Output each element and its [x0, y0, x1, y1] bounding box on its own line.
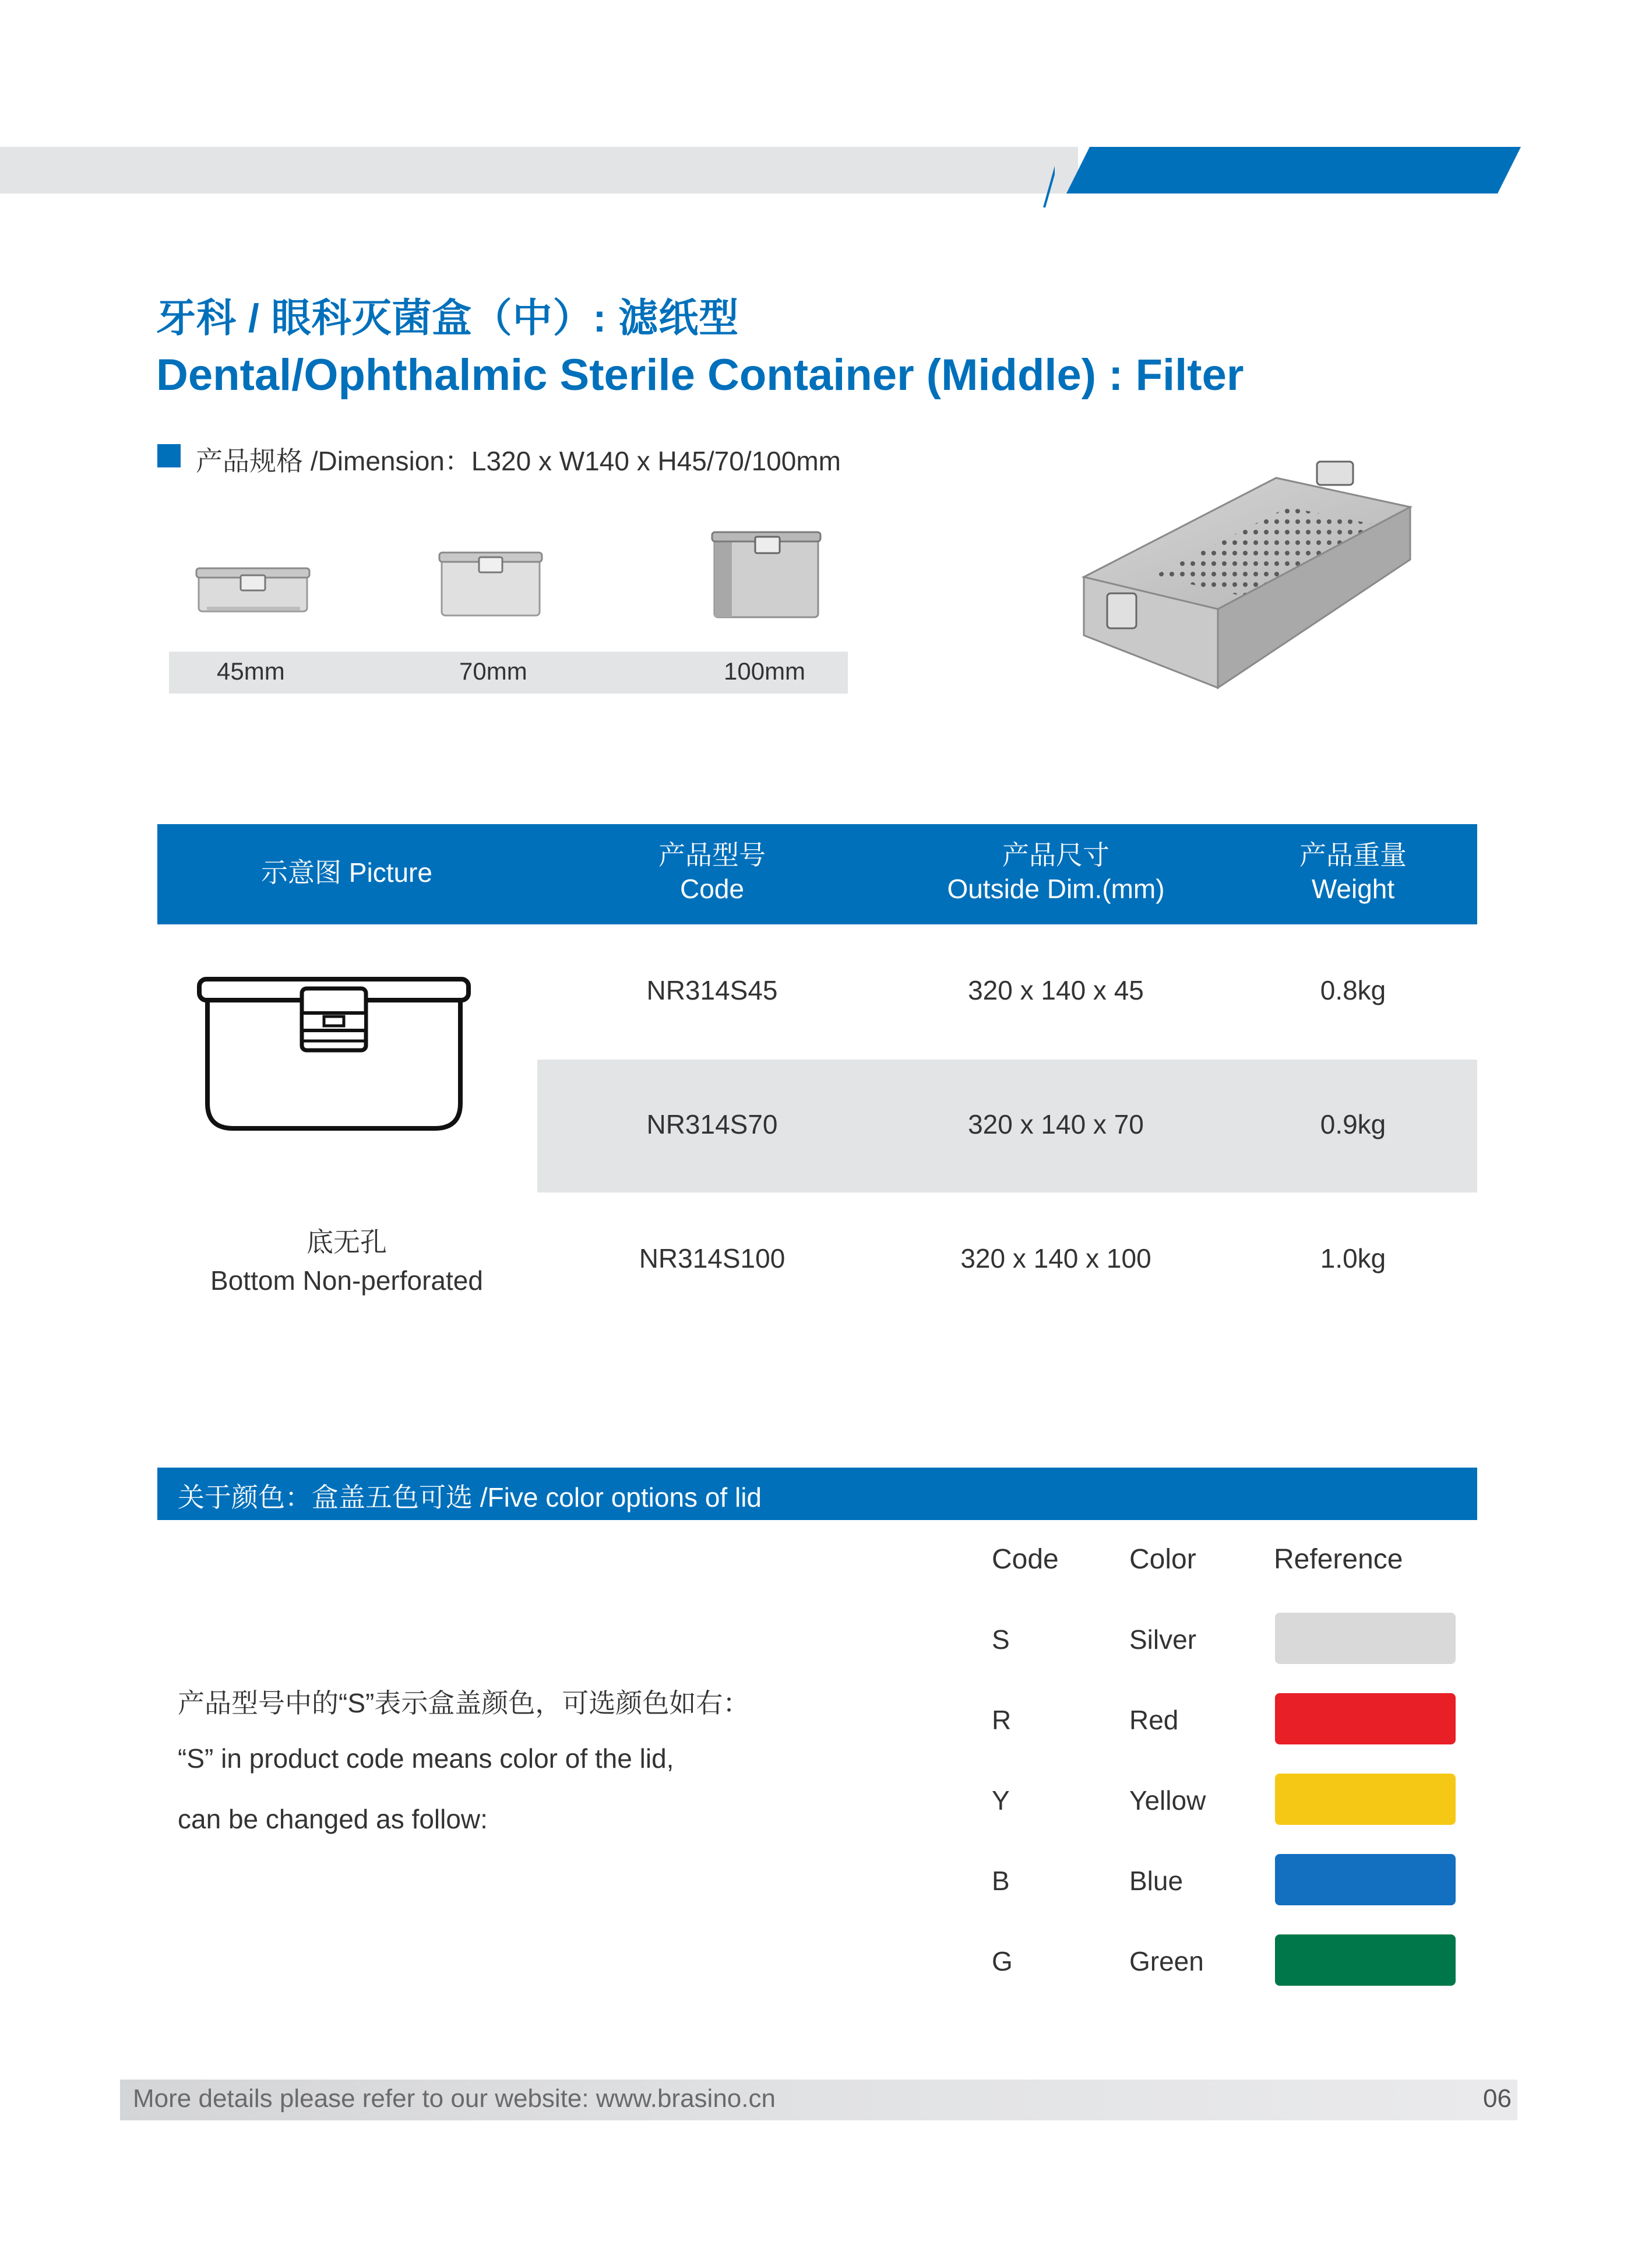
container-70mm-image — [438, 547, 543, 620]
color-col-color: Color — [1129, 1544, 1196, 1575]
color-name: Yellow — [1129, 1785, 1206, 1816]
color-name: Green — [1129, 1946, 1204, 1976]
th-weight-cn: 产品重量 — [1299, 840, 1407, 870]
color-options-title: 关于颜色：盒盖五色可选 /Five color options of lid — [178, 1482, 762, 1512]
th-dim-en: Outside Dim.(mm) — [947, 874, 1165, 904]
color-col-reference: Reference — [1274, 1544, 1403, 1575]
color-code: R — [992, 1705, 1012, 1735]
table-cell-weight: 1.0kg — [1320, 1243, 1386, 1274]
color-note-line-1: 产品型号中的“S”表示盒盖颜色，可选颜色如右： — [178, 1688, 750, 1718]
color-code: G — [992, 1946, 1013, 1976]
th-code-en: Code — [680, 874, 744, 904]
container-45mm-image — [195, 562, 312, 618]
page-number: 06 — [1483, 2084, 1512, 2113]
color-code: Y — [992, 1785, 1010, 1816]
caption-en: Bottom Non-perforated — [210, 1265, 483, 1296]
footer-website-text: More details please refer to our website: www.brasino.cn — [133, 2084, 776, 2113]
container-line-drawing — [197, 972, 471, 1132]
th-picture: 示意图 Picture — [261, 857, 432, 888]
th-weight-en: Weight — [1311, 874, 1395, 904]
header-band-blue — [1066, 147, 1521, 194]
table-cell-weight: 0.8kg — [1320, 975, 1386, 1005]
color-code: S — [992, 1624, 1010, 1655]
bullet-square-icon — [157, 444, 181, 467]
color-swatch-green — [1275, 1934, 1456, 1986]
color-name: Silver — [1129, 1624, 1197, 1655]
size-label-70: 70mm — [459, 657, 527, 685]
color-name: Blue — [1129, 1866, 1183, 1896]
th-code-cn: 产品型号 — [658, 840, 766, 870]
dimension-text: 产品规格 /Dimension：L320 x W140 x H45/70/100mm — [196, 446, 841, 476]
table-cell-weight: 0.9kg — [1320, 1109, 1386, 1139]
table-cell-dim: 320 x 140 x 70 — [968, 1109, 1144, 1139]
caption-cn: 底无孔 — [307, 1227, 387, 1257]
color-col-code: Code — [992, 1544, 1059, 1575]
page-title-cn: 牙科 / 眼科灭菌盒（中）: 滤纸型 — [156, 296, 739, 340]
page-title-en: Dental/Ophthalmic Sterile Container (Middle) : Filter — [156, 350, 1244, 400]
header-band-grey — [0, 147, 1078, 194]
color-swatch-blue — [1275, 1854, 1456, 1905]
color-name: Red — [1129, 1705, 1179, 1735]
header-band-slash — [1043, 133, 1055, 207]
table-cell-code: NR314S70 — [646, 1109, 778, 1139]
size-label-45: 45mm — [217, 657, 285, 685]
container-100mm-image — [711, 527, 822, 621]
container-product-image — [1072, 443, 1422, 699]
color-note-line-2: “S” in product code means color of the lid, — [178, 1743, 674, 1774]
table-cell-dim: 320 x 140 x 45 — [968, 975, 1144, 1005]
color-swatch-silver — [1275, 1613, 1456, 1664]
color-note-line-3: can be changed as follow: — [178, 1804, 488, 1834]
table-cell-code: NR314S100 — [639, 1243, 786, 1274]
color-code: B — [992, 1866, 1010, 1896]
table-cell-code: NR314S45 — [646, 975, 778, 1005]
color-swatch-red — [1275, 1693, 1456, 1744]
size-label-100: 100mm — [724, 657, 806, 685]
color-swatch-yellow — [1275, 1774, 1456, 1825]
table-cell-dim: 320 x 140 x 100 — [960, 1243, 1151, 1274]
th-dim-cn: 产品尺寸 — [1002, 840, 1109, 870]
